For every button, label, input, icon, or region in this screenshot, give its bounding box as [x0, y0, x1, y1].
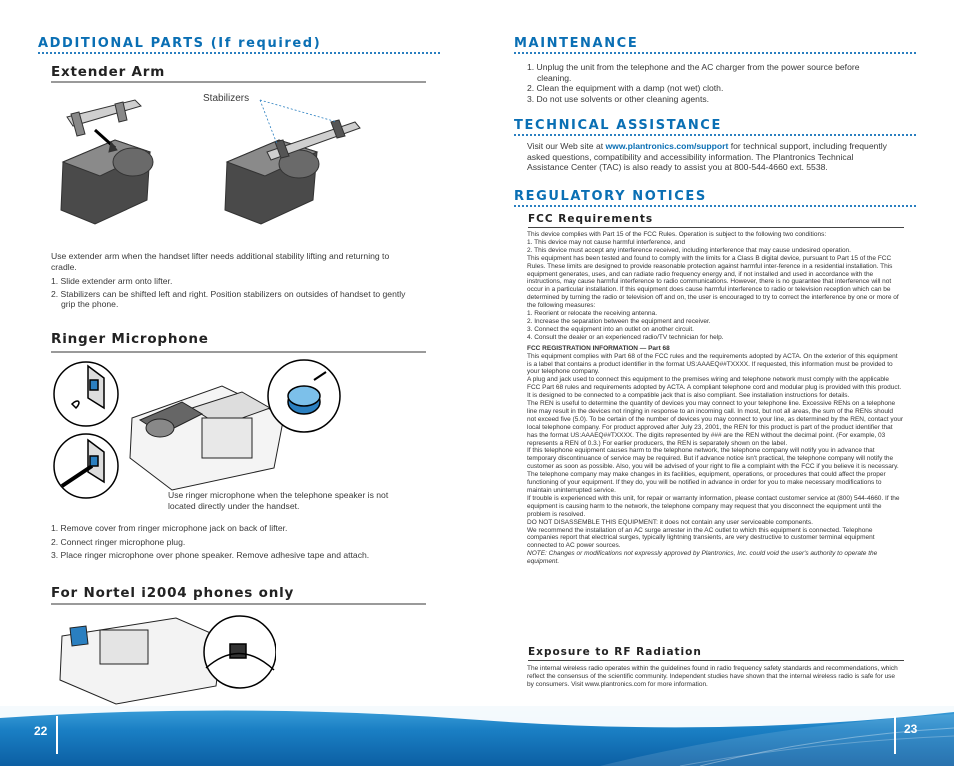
part68-paragraph: If trouble is experienced with this unit, for repair or warranty information, please contact customer service at (800) 544-4660. If the equipment is causing harm to the network, the telephone company may request that you disconnect the equipment until the problem is resolved.	[527, 494, 900, 518]
list-item: 3. Connect the equipment into an outlet on another circuit.	[527, 325, 694, 333]
fcc-conditions	[527, 239, 903, 255]
dotted-divider	[38, 52, 440, 54]
list-item: 1. This device may not cause harmful interference, and	[527, 238, 686, 246]
list-item: 2. Stabilizers can be shifted left and right. Position stabilizers on outsides of handset to gently grip the phone.	[51, 288, 406, 309]
footer-divider-left	[56, 716, 58, 754]
zoom-circle-speaker	[268, 360, 340, 432]
extender-arm-illustration	[55, 92, 365, 242]
footer-wave-decoration	[0, 706, 954, 766]
rf-exposure-text: The internal wireless radio operates within the guidelines found in radio frequency safety standards and recommendations, which reflect the consensus of the scientific community. Independent studies have shown that the internal wireless radio is safe for use by consumers. Visit www.plantronics.com for more information.	[527, 665, 898, 688]
list-item: 4. Consult the dealer or an experienced radio/TV technician for help.	[527, 333, 724, 341]
list-item: 1. Remove cover from ringer microphone jack on back of lifter.	[51, 523, 288, 533]
list-item: 3. Do not use solvents or other cleaning agents.	[527, 93, 710, 104]
phone-with-lifter	[130, 386, 284, 490]
footer-band	[0, 706, 954, 766]
regulatory-notices-title: REGULATORY NOTICES	[514, 189, 707, 204]
fcc-measures	[527, 310, 903, 342]
rf-rule	[528, 660, 904, 661]
dotted-divider	[514, 134, 916, 136]
part68-paragraph: If this telephone equipment causes harm to the telephone network, the telephone company will notify you in advance that temporary discontinuance of service may be required. But if advance notice isn't practical, the telephone company will notify the customer as soon as possible. Also, you will be advised of your right to file a complaint with the FCC if you believe it is necessary.	[527, 447, 899, 471]
dotted-divider	[514, 52, 916, 54]
list-item: 1. Unplug the unit from the telephone and the AC charger from the power source before cleaning.	[527, 62, 860, 83]
list-item: 3. Place ringer microphone over phone speaker. Remove adhesive tape and attach.	[51, 550, 370, 560]
lifter-right	[225, 120, 360, 224]
list-item: 1. Slide extender arm onto lifter.	[51, 276, 173, 286]
technical-assistance-title: TECHNICAL ASSISTANCE	[514, 118, 722, 133]
rf-exposure-title: Exposure to RF Radiation	[528, 646, 702, 658]
section-title-additional-parts: ADDITIONAL PARTS (If required)	[38, 36, 322, 51]
part68-paragraph: DO NOT DISASSEMBLE THIS EQUIPMENT: it does not contain any user serviceable components.	[527, 518, 813, 526]
part68-paragraph: The telephone company may make changes in its facilities, equipment, operations, or procedures that could affect the proper functioning of your equipment. If they do, you will be notified in advance in order for you to make necessary modifications to maintain uninterrupted service.	[527, 471, 886, 494]
page-number-left: 22	[34, 724, 48, 738]
list-item: 2. Increase the separation between the equipment and receiver.	[527, 317, 711, 325]
ringer-steps	[51, 523, 431, 561]
list-item: 2. This device must accept any interference received, including interference that may cause undesired operation.	[527, 246, 851, 254]
nortel-rule	[51, 603, 426, 605]
fcc-rule	[528, 227, 904, 228]
dotted-divider	[514, 205, 916, 207]
lifter-left	[61, 100, 153, 224]
list-item: 2. Clean the equipment with a damp (not wet) cloth.	[527, 83, 724, 93]
fcc-body: This equipment has been tested and found to comply with the limits for a Class B digital device, pursuant to Part 15 of the FCC Rules. These limits are designed to provide reasonable protection against harmful inter-ference in a residential installation. This equipment generates, uses, and can radiate radio frequency energy and, if not installed and used in accordance with the instructions, may cause harmful interference to radio communications. However, there is no guarantee that interference will not occur in a particular installation. If this equipment does cause harmful interference to radio or television reception which can be determined by turning the radio or television off and on, the user is encouraged to try to correct the interference by one or more of the following measures:	[527, 254, 899, 310]
list-item: 1. Reorient or relocate the receiving antenna.	[527, 310, 658, 318]
extender-arm-title: Extender Arm	[51, 64, 166, 80]
maintenance-title: MAINTENANCE	[514, 36, 639, 51]
nortel-illustration	[56, 608, 276, 706]
technical-post: for technical support, including frequently asked questions, compatibility and accessibility information. The Plantronics Technical Assistance Center (TAC) is also ready to assist you at 800-544-4660 ext. 5538.	[527, 141, 887, 172]
technical-assistance-text	[527, 141, 895, 173]
technical-pre: Visit our Web site at	[527, 141, 606, 151]
ringer-microphone-illustration	[52, 358, 352, 508]
ringer-caption: Use ringer microphone when the telephone speaker is not located directly under the handset.	[168, 490, 389, 511]
part68-paragraph: The REN is useful to determine the quantity of devices you may connect to your telephone line. Excessive RENs on a telephone line may result in the devices not ringing in response to an incoming call. In most, but not all areas, the sum of the RENs should not exceed five (5.0). To be certain of the number of devices you may connect to your line, as determined by the REN, contact your local telephone company. For product approved after July 23, 2001, the REN for this product is part of the product identifier that has the format US:AAAEQ##TXXXX. The digits represented by ### are the REN without the decimal point. (For example, 03 represents a REN of 0.3.) For earlier producers, the REN is separately shown on the label.	[527, 400, 903, 447]
maintenance-steps	[527, 62, 877, 104]
list-item: 2. Connect ringer microphone plug.	[51, 536, 186, 547]
nortel-title: For Nortel i2004 phones only	[51, 585, 295, 601]
footer-divider-right	[894, 716, 896, 754]
zoom-circle-nortel	[204, 616, 276, 688]
zoom-circle-plug	[54, 434, 118, 498]
extender-intro: Use extender arm when the handset lifter needs additional stability lifting and returning to cradle.	[51, 251, 390, 272]
part68-title: FCC REGISTRATION INFORMATION — Part 68	[527, 344, 670, 352]
support-link[interactable]: www.plantronics.com/support	[605, 141, 729, 151]
fcc-intro: This device complies with Part 15 of the FCC Rules. Operation is subject to the following two conditions:	[527, 231, 827, 238]
fcc-requirements-title: FCC Requirements	[528, 213, 654, 225]
fcc-note: NOTE: Changes or modifications not expressly approved by Plantronics, Inc. could void the user's authority to operate the equipment.	[527, 550, 878, 566]
ringer-microphone-title: Ringer Microphone	[51, 331, 209, 347]
part68-paragraph: This equipment complies with Part 68 of the FCC rules and the requirements adopted by ACTA. On the exterior of this equipment is a label that contains a product identifier in the format US:AAAEQ##TXXXX. If requested, this information must be provided to your telephone company.	[527, 352, 898, 376]
part68-paragraph: A plug and jack used to connect this equipment to the premises wiring and telephone network must comply with the applicable FCC Part 68 rules and requirements adopted by ACTA. A compliant telephone cord and modular plug is provided with this product. It is designed to be connected to a compatible jack that is also compliant. See installation instructions for details.	[527, 376, 902, 400]
extender-steps	[51, 276, 421, 310]
part68-paragraph: We recommend the installation of an AC surge arrester in the AC outlet to which this equipment is connected. Telephone companies report that electrical surges, typically lightning transients, are very destructive to customer terminal equipment connected to AC power sources.	[527, 526, 875, 550]
zoom-circle-jack	[54, 362, 118, 426]
stabilizers-label: Stabilizers	[203, 93, 250, 104]
ringer-rule	[51, 351, 426, 353]
extender-rule	[51, 81, 426, 83]
fcc-block	[527, 231, 903, 566]
page-number-right: 23	[904, 722, 918, 736]
